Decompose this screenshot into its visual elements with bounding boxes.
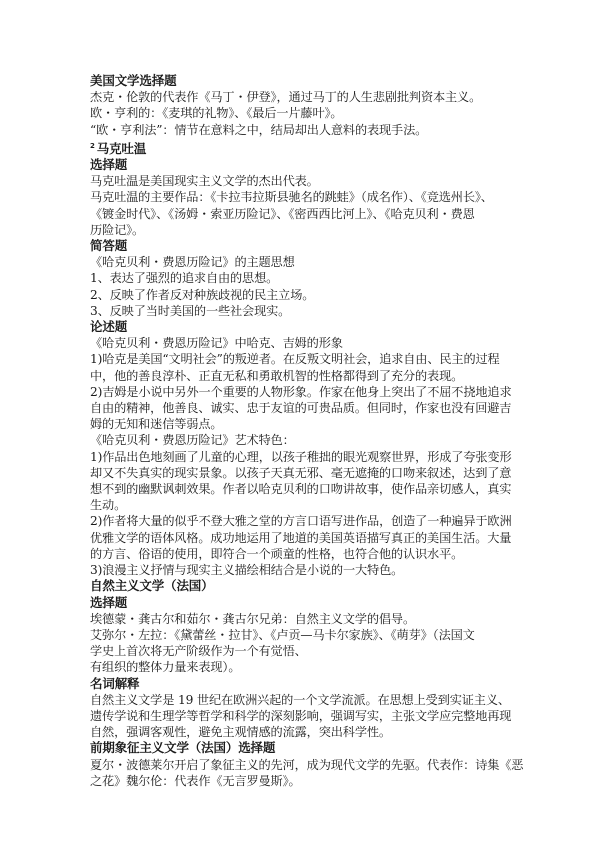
line-text: 自然主义文学是 19 世纪在欧洲兴起的一个文学流派。在思想上受到实证主义、 <box>90 692 510 707</box>
line-text: 自由的精神，他善良、诚实、忠于友谊的可贵品质。但同时，作家也没有回避吉 <box>90 401 512 416</box>
text-line <box>90 530 530 546</box>
text-line <box>90 400 530 416</box>
line-text: 埃德蒙・龚古尔和茹尔・龚古尔兄弟：自然主义文学的倡导。 <box>90 611 416 626</box>
text-line <box>90 189 530 205</box>
heading-number: 2 <box>90 141 95 150</box>
line-text: 有组织的整体力量来表现）。 <box>90 660 241 675</box>
line-text: 中，他的善良淳朴、正直无私和勇敢机智的性格都得到了充分的表现。 <box>90 368 464 383</box>
text-line <box>90 384 530 400</box>
text-line <box>90 287 530 303</box>
text-line <box>90 206 530 222</box>
line-text: 1)哈克是美国“文明社会”的叛逆者。在反叛文明社会，追求自由、民主的过程 <box>90 352 500 367</box>
text-line <box>90 368 530 384</box>
line-text: 《哈克贝利・费恩历险记》中哈克、吉姆的形象 <box>90 336 343 351</box>
line-text: 杰克・伦敦的代表作《马丁・伊登》，通过马丁的人生悲剧批判资本主义。 <box>90 90 482 105</box>
section-heading <box>90 138 530 157</box>
text-line <box>90 105 530 121</box>
section-heading <box>90 319 530 335</box>
line-text: 自然，强调客观性，避免主观情感的流露，突出科学性。 <box>90 725 391 740</box>
text-line <box>90 89 530 105</box>
line-text: 2)作者将大量的似乎不登大雅之堂的方言口语写进作品，创造了一种遍异于欧洲 <box>90 514 512 529</box>
text-line <box>90 254 530 270</box>
text-line <box>90 513 530 529</box>
text-line <box>90 497 530 513</box>
text-line <box>90 351 530 367</box>
line-text: 遗传学说和生理学等哲学和科学的深刻影响，强调写实，主张文学应完整地再现 <box>90 708 512 723</box>
line-text: 3、反映了当时美国的一些社会现实。 <box>90 303 291 318</box>
line-text: 历险记》。 <box>90 222 145 237</box>
line-text: 2)吉姆是小说中另外一个重要的人物形象。作家在他身上突出了不屈不挠地追求 <box>90 384 512 399</box>
text-line <box>90 432 530 448</box>
text-line <box>90 724 530 740</box>
text-line <box>90 416 530 432</box>
section-heading <box>90 676 530 692</box>
text-line <box>90 122 530 138</box>
text-line <box>90 173 530 189</box>
line-text: 论述题 <box>90 319 128 335</box>
line-text: 马克吐温是美国现实主义文学的杰出代表。 <box>90 174 319 189</box>
line-text: 自然主义文学（法国） <box>90 578 214 594</box>
line-text: 马克吐温 <box>96 140 147 156</box>
text-line <box>90 270 530 286</box>
line-text: 1)作品出色地刻画了儿童的心理，以孩子稚拙的眼光观察世界，形成了夸张变形 <box>90 449 512 464</box>
text-line <box>90 757 530 773</box>
line-text: 学史上首次将无产阶级作为一个有觉悟、 <box>90 644 307 659</box>
line-text: 选择题 <box>90 594 128 610</box>
line-text: 《哈克贝利・费恩历险记》的主题思想 <box>90 255 295 270</box>
line-text: 艾弥尔・左拉：《黛蕾丝・拉甘》、《卢贡—马卡尔家族》、《萌芽》（法国文 <box>90 627 475 642</box>
line-text: 欧・亨利的：《麦琪的礼物》、《最后一片藤叶》。 <box>90 106 343 121</box>
text-line <box>90 692 530 708</box>
section-heading <box>90 740 530 756</box>
text-line <box>90 449 530 465</box>
text-line <box>90 222 530 238</box>
text-line <box>90 303 530 319</box>
section-heading <box>90 157 530 173</box>
line-text: 3)浪漫主义抒情与现实主义描绘相结合是小说的一大特色。 <box>90 563 404 578</box>
line-text: “欧・亨利法”：情节在意料之中，结局却出人意料的表现手法。 <box>90 122 428 137</box>
section-heading <box>90 578 530 594</box>
line-text: 名词解释 <box>90 675 140 691</box>
text-line <box>90 481 530 497</box>
line-text: 《哈克贝利・费恩历险记》艺术特色： <box>90 433 295 448</box>
line-text: 简答题 <box>90 238 128 254</box>
text-line <box>90 643 530 659</box>
line-text: 1、表达了强烈的追求自由的思想。 <box>90 271 279 286</box>
line-text: 优雅文学的语体风格。成功地运用了地道的美国英语描写真正的美国生活。大量 <box>90 530 512 545</box>
document-body <box>90 73 530 789</box>
line-text: 生动。 <box>90 498 127 513</box>
text-line <box>90 546 530 562</box>
text-line <box>90 659 530 675</box>
section-heading <box>90 595 530 611</box>
text-line <box>90 465 530 481</box>
line-text: 《镀金时代》、《汤姆・索亚历险记》、《密西西比河上》、《哈克贝利・费恩 <box>90 206 475 221</box>
text-line <box>90 335 530 351</box>
text-line <box>90 773 530 789</box>
line-text: 的方言、俗语的使用，即符合一个顽童的性格，也符合他的认识水平。 <box>90 546 464 561</box>
line-text: 马克吐温的主要作品：《卡拉韦拉斯县驰名的跳蛙》（成名作）、《竞选州长》、 <box>90 190 493 205</box>
line-text: 选择题 <box>90 157 128 173</box>
line-text: 却又不失真实的现实景象。以孩子天真无邪、毫无遮掩的口吻来叙述，达到了意 <box>90 465 512 480</box>
line-text: 姆的无知和迷信等弱点。 <box>90 417 223 432</box>
text-line <box>90 627 530 643</box>
line-text: 想不到的幽默讽刺效果。作者以哈克贝利的口吻讲故事，使作品亲切感人，真实 <box>90 482 512 497</box>
line-text: 夏尔・波德莱尔开启了象征主义的先河，成为现代文学的先驱。代表作：诗集《恶 <box>90 757 524 772</box>
line-text: 前期象征主义文学（法国）选择题 <box>90 740 276 756</box>
line-text: 2、反映了作者反对种族歧视的民主立场。 <box>90 287 315 302</box>
section-heading <box>90 73 530 89</box>
text-line <box>90 611 530 627</box>
line-text: 美国文学选择题 <box>90 73 177 88</box>
line-text: 之花》魏尔伦：代表作《无言罗曼斯》。 <box>90 773 301 788</box>
text-line <box>90 708 530 724</box>
text-line <box>90 562 530 578</box>
section-heading <box>90 238 530 254</box>
